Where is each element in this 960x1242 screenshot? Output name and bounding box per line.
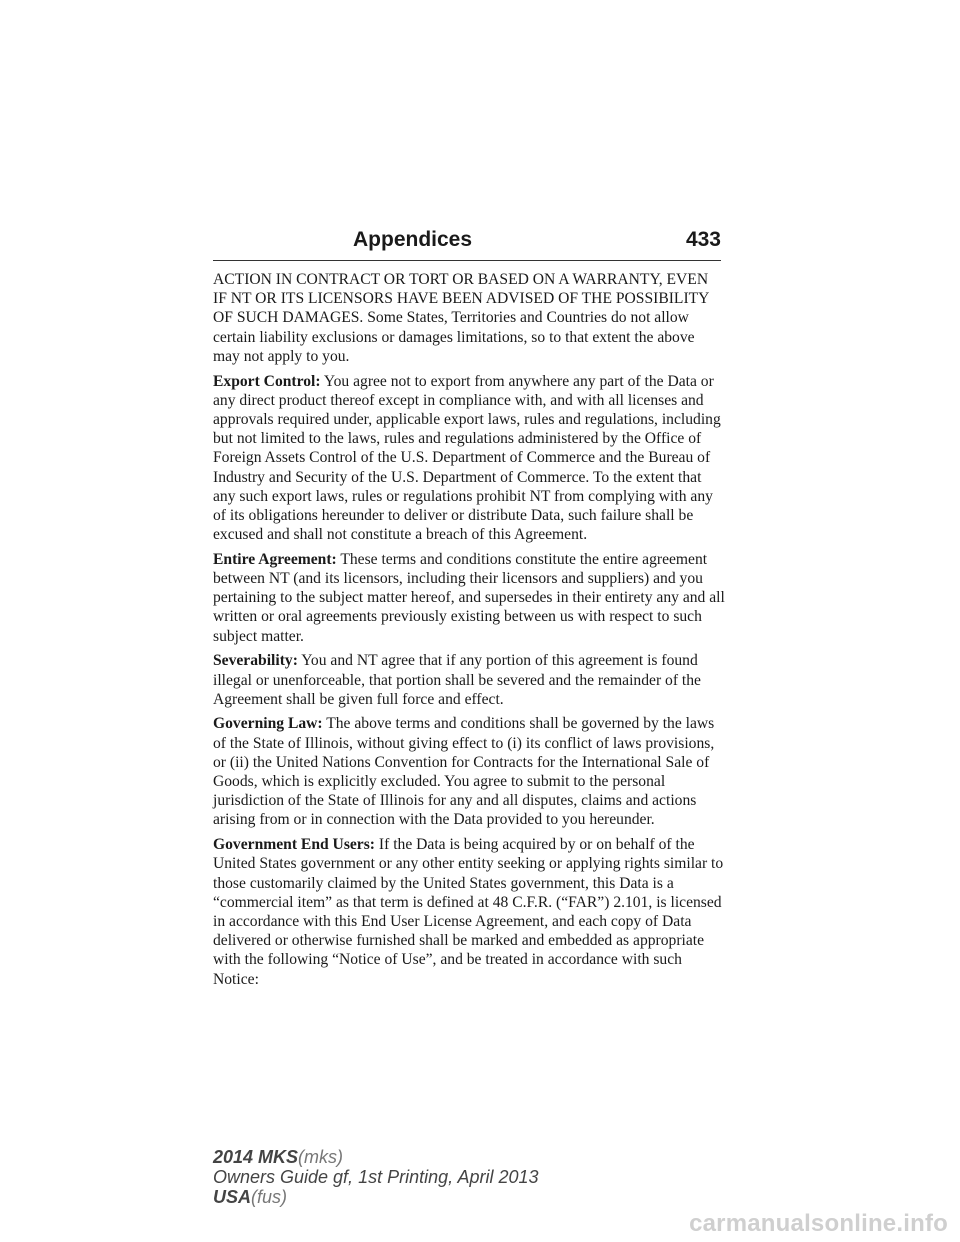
paragraph-text: ACTION IN CONTRACT OR TORT OR BASED ON A WARRANTY, EVEN IF NT OR ITS LICENSORS HAVE BEEN ADVISED OF THE POSSIBILITY OF SUCH DAMAGES. Some States, Territories and Countries do not allow certain liability exclusions or damages limitations, so to that extent the above may not apply to you.	[213, 271, 709, 365]
paragraph-text: You agree not to export from anywhere any part of the Data or any direct product thereof except in compliance with, and with all licenses and approvals required under, applicable export laws, rules and regulations, including but not limited to the laws, rules and regulations administered by the Office of Foreign Assets Control of the U.S. Department of Commerce and the Bureau of Industry and Security of the U.S. Department of Commerce. To the extent that any such export laws, rules or regulations prohibit NT from complying with any of its obligations hereunder to deliver or distribute Data, such failure shall be excused and shall not constitute a breach of this Agreement.	[213, 372, 721, 544]
document-body	[213, 270, 725, 994]
footer-market-line	[213, 1187, 539, 1207]
term-heading: Export Control:	[213, 372, 321, 390]
term-heading: Entire Agreement:	[213, 550, 337, 568]
footer-model-code: (mks)	[298, 1147, 344, 1167]
footer-model: 2014 MKS	[213, 1147, 299, 1167]
paragraph-liability-continued	[213, 270, 725, 366]
term-heading: Government End Users:	[213, 836, 375, 854]
footer-guide-line: Owners Guide gf, 1st Printing, April 2013	[213, 1167, 539, 1187]
footer-market: USA	[213, 1187, 252, 1207]
paragraph-entire-agreement	[213, 550, 725, 646]
paragraph-governing-law	[213, 714, 725, 829]
paragraph-export-control	[213, 372, 725, 545]
paragraph-text: These terms and conditions constitute the entire agreement between NT (and its licensors, including their licensors and suppliers) and you pertaining to the subject matter hereof, and supersedes in their entirety any and all written or oral agreements previously existing between us with respect to such subject matter.	[213, 550, 725, 645]
paragraph-text: You and NT agree that if any portion of this agreement is found illegal or unenforceable, that portion shall be severed and the remainder of the Agreement shall be given full force and effect.	[213, 652, 701, 708]
paragraph-severability	[213, 651, 725, 709]
term-heading: Governing Law:	[213, 715, 323, 733]
footer-model-line	[213, 1147, 539, 1167]
footer-market-code: (fus)	[251, 1187, 288, 1207]
section-title: Appendices	[353, 228, 473, 251]
page-number: 433	[685, 228, 721, 251]
page-footer	[213, 1147, 539, 1207]
paragraph-text: If the Data is being acquired by or on behalf of the United States government or any other entity seeking or applying rights similar to those customarily claimed by the United States government, this Data is a “commercial item” as that term is defined at 48 C.F.R. (“FAR”) 2.101, is licensed in accordance with this End User License Agreement, and each copy of Data delivered or otherwise furnished shall be marked and embedded as appropriate with the following “Notice of Use”, and be treated in accordance with such Notice:	[213, 836, 724, 988]
term-heading: Severability:	[213, 652, 298, 670]
paragraph-government-end-users	[213, 835, 725, 989]
watermark-text: carmanualsonline.info	[689, 1210, 948, 1237]
page-header	[213, 226, 721, 261]
paragraph-text: The above terms and conditions shall be governed by the laws of the State of Illinois, without giving effect to (i) its conflict of laws provisions, or (ii) the United Nations Convention for Contracts for the International Sale of Goods, which is explicitly excluded. You agree to submit to the personal jurisdiction of the State of Illinois for any and all disputes, claims and actions arising from or in connection with the Data provided to you hereunder.	[213, 715, 715, 829]
